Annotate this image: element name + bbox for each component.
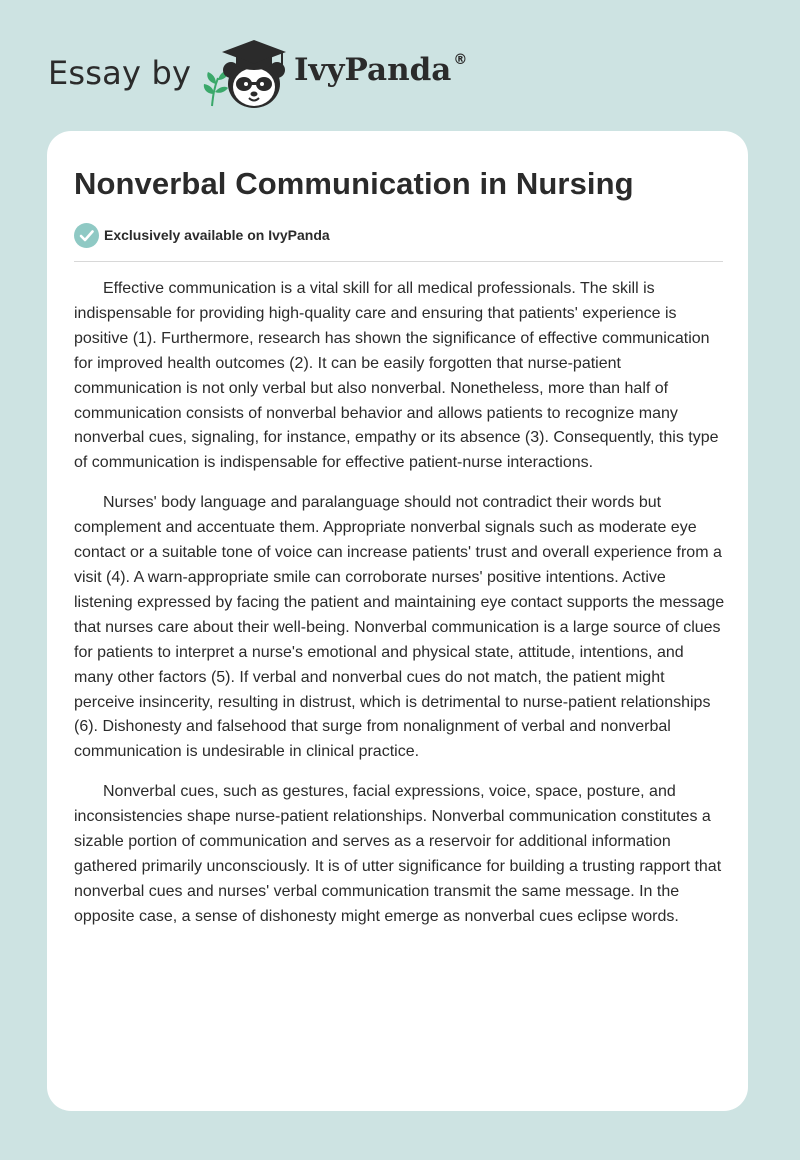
paragraph: Nurses' body language and paralanguage should not contradict their words but complement and accentuate them. Appropriate nonverbal signals such as moderate eye contact or a suitable tone of voice can increase patients' trust and overall experience from a visit (4). A warn-appropriate smile can corroborate nurses' positive intentions. Active listening expressed by facing the patient and maintaining eye contact supports the message that nurses care about their well-being. Nonverbal communication is a large source of clues for patients to interpret a nurse's emotional and physical state, attitude, intentions, and many other factors (5). If verbal and nonverbal cues do not match, the patient might perceive insincerity, resulting in distrust, which is detrimental to nurse-patient relationships (6). Dishonesty and falsehood that surge from nonalignment of verbal and nonverbal communication is undesirable in clinical practice. (74, 494, 725, 761)
divider (74, 261, 723, 262)
essay-card (47, 131, 748, 1111)
brand-header (48, 34, 648, 114)
exclusive-badge (74, 222, 330, 248)
brand-name[interactable] (294, 52, 467, 88)
registered-mark: ® (453, 52, 468, 68)
panda-graduate-icon[interactable] (200, 34, 296, 114)
brand-prefix: Essay by (48, 54, 192, 92)
paragraph: Effective communication is a vital skill for all medical professionals. The skill is indispensable for providing high-quality care and ensuring that patients' experience is positive (1). Furthermore, research has shown the significance of effective communication for improved health outcomes (2). It can be easily forgotten that nurse-patient communication is not only verbal but also nonverbal. Nonetheless, more than half of communication consists of nonverbal behavior and allows patients to recognize many nonverbal cues, signaling, for instance, empathy or its absence (3). Consequently, this type of communication is indispensable for effective patient-nurse interactions. (74, 280, 719, 472)
paragraph: Nonverbal cues, such as gestures, facial expressions, voice, space, posture, and inconsistencies shape nurse-patient relationships. Nonverbal communication constitutes a sizable portion of communication and serves as a reservoir for additional information gathered primarily unconsciously. It is of utter significance for building a trusting rapport that nonverbal cues and nurses' verbal communication transmit the same message. In the opposite case, a sense of dishonesty might emerge as nonverbal cues eclipse words. (74, 783, 722, 925)
page-title: Nonverbal Communication in Nursing (74, 166, 634, 201)
essay-body (74, 277, 726, 945)
exclusive-badge-label: Exclusively available on IvyPanda (104, 227, 330, 243)
brand-name-text: IvyPanda (294, 52, 452, 88)
check-circle-icon (74, 223, 99, 248)
